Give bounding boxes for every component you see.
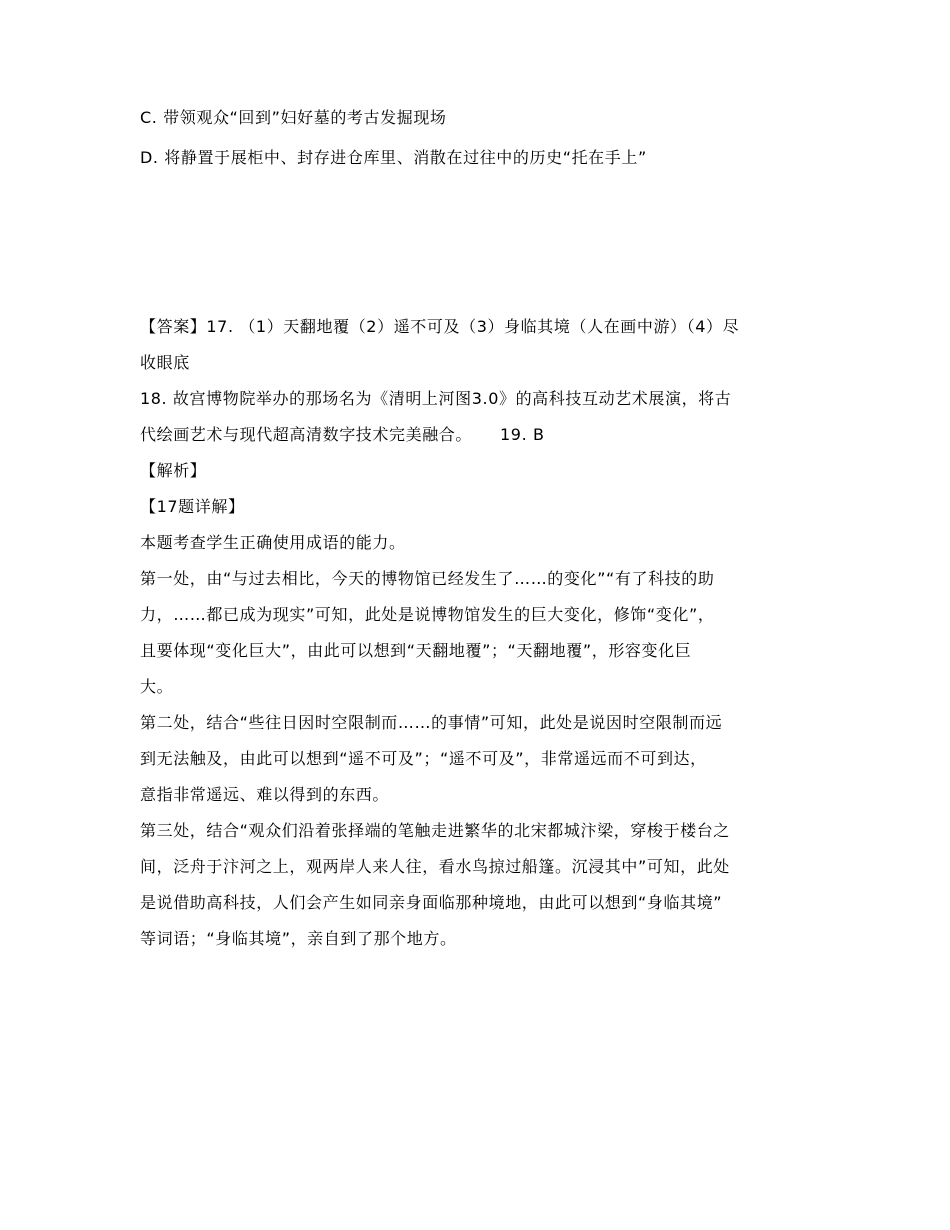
answer-section — [140, 309, 820, 453]
answer-18-text: 代绘画艺术与现代超高清数字技术完美融合。 — [140, 425, 473, 444]
option-d: D. 将静置于展柜中、封存进仓库里、消散在过往中的历史“托在手上” — [140, 148, 647, 167]
answer-19-text: 19. B — [500, 425, 545, 444]
analysis-paragraph-2 — [140, 705, 820, 813]
answer-line-3: 18. 故宫博物院举办的那场名为《清明上河图3.0》的高科技互动艺术展演，将古 — [140, 389, 732, 408]
paragraph-line: 第一处，由“与过去相比，今天的博物馆已经发生了……的变化”“有了科技的助 — [140, 569, 715, 588]
analysis-paragraph-1 — [140, 561, 820, 705]
paragraph-line: 意指非常遥远、难以得到的东西。 — [140, 785, 390, 804]
paragraph-line: 是说借助高科技，人们会产生如同亲身面临那种境地，由此可以想到“身临其境” — [140, 893, 723, 912]
paragraph-line: 第二处，结合“些往日因时空限制而……的事情”可知，此处是说因时空限制而远 — [140, 713, 723, 732]
paragraph-line: 力，……都已成为现实”可知，此处是说博物馆发生的巨大变化，修饰“变化”， — [140, 605, 715, 624]
paragraph-line: 且要体现“变化巨大”，由此可以想到“天翻地覆”；“天翻地覆”，形容变化巨 — [140, 641, 692, 660]
answer-line-1: 【答案】17. （1）天翻地覆（2）遥不可及（3）身临其境（人在画中游）（4）尽 — [140, 317, 740, 336]
analysis-heading: 【解析】 — [140, 461, 207, 480]
answer-line-4 — [140, 417, 820, 453]
paragraph-line: 间，泛舟于汴河之上，观两岸人来人往，看水鸟掠过船篷。沉浸其中”可知，此处 — [140, 857, 730, 876]
answer-line-2: 收眼底 — [140, 353, 190, 372]
blank-space — [140, 186, 820, 309]
paragraph-line: 等词语；“身临其境”，亲自到了那个地方。 — [140, 929, 457, 948]
document-page — [140, 106, 820, 957]
q17-heading: 【17题详解】 — [140, 497, 245, 516]
analysis-intro: 本题考查学生正确使用成语的能力。 — [140, 533, 406, 552]
analysis-section — [140, 453, 820, 957]
paragraph-line: 大。 — [140, 677, 174, 696]
option-c: C. 带领观众“回到”妇好墓的考古发掘现场 — [140, 108, 447, 127]
analysis-paragraph-3 — [140, 813, 820, 957]
paragraph-line: 第三处，结合“观众们沿着张择端的笔触走进繁华的北宋都城汴梁，穿梭于楼台之 — [140, 821, 730, 840]
paragraph-line: 到无法触及，由此可以想到“遥不可及”；“遥不可及”，非常遥远而不可到达， — [140, 749, 707, 768]
